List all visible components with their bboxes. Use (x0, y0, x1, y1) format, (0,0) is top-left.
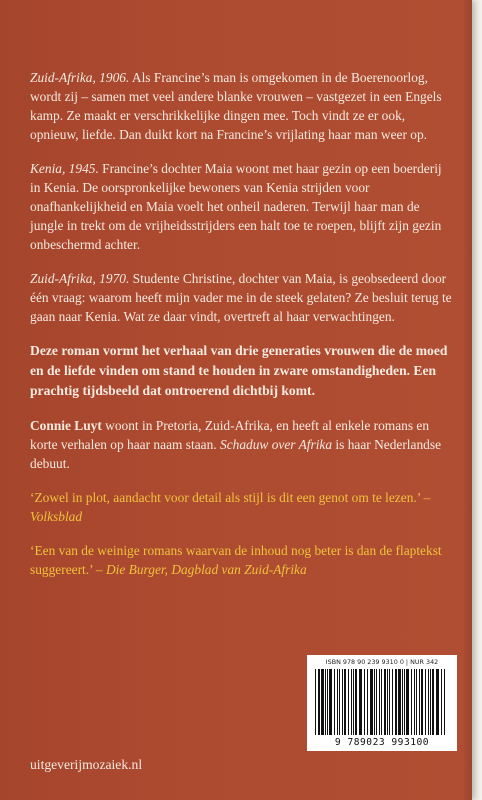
isbn-label: ISBN 978 90 239 9310 0 | NUR 342 (325, 658, 439, 666)
paragraph-body: Studente Christine, dochter van Maia, is geobsedeerd door één vraag: waarom heeft mijn vader me in de steek gelaten? Ze besluit terug te gaan naar Kenia. Wat ze daar vindt, overtreft al haar verwachtingen. (30, 271, 452, 324)
barcode-bar (392, 669, 393, 735)
barcode-bar (436, 669, 439, 735)
barcode-bar (334, 669, 335, 735)
barcode-bar (329, 669, 332, 735)
quote-text: ‘Een van de weinige romans waarvan de inhoud nog beter is dan de flaptekst suggereert.’ – (30, 543, 442, 577)
barcode-bar (355, 669, 357, 735)
barcode-bar (402, 669, 403, 735)
barcode-bar (398, 669, 401, 735)
barcode-bar (321, 669, 324, 735)
blurb-text (30, 68, 454, 594)
barcode-bar (387, 669, 388, 735)
barcode-bar (342, 669, 343, 735)
paragraph-lead: Zuid-Afrika, 1970. (30, 271, 130, 286)
summary-paragraph: Deze roman vormt het verhaal van drie generaties vrouwen die de moed en de liefde vinden om stand te houden in zware omstandigheden. Een prachtig tijdsbeeld dat ontroerend dichtbij komt. (30, 343, 448, 398)
barcode-bar (339, 669, 340, 735)
barcode-digits: 9 789023 993100 (334, 737, 430, 748)
book-title: Schaduw over Afrika (220, 437, 333, 452)
barcode-bar (381, 669, 382, 735)
barcode-bar (444, 669, 445, 735)
barcode-bar (325, 669, 326, 735)
barcode-bar (441, 669, 442, 735)
barcode-bar (374, 669, 375, 735)
barcode-bar (411, 669, 412, 735)
quote-source: Volksblad (30, 509, 83, 524)
barcode-bar (414, 669, 415, 735)
barcode-bar (370, 669, 373, 735)
paragraph-1945 (30, 159, 454, 254)
paragraph-1906 (30, 68, 454, 144)
barcode-bar (425, 669, 426, 735)
barcode-bar (395, 669, 397, 735)
barcode-box (307, 655, 457, 751)
barcode-bar (406, 669, 409, 735)
barcode-bar (364, 669, 365, 735)
barcode-bar (327, 669, 328, 735)
barcode-icon (313, 669, 451, 735)
quote-text: ‘Zowel in plot, aandacht voor detail als stijl is dit een genot om te lezen.’ – (30, 490, 431, 505)
author-name: Connie Luyt (30, 418, 102, 433)
barcode-bar (428, 669, 429, 735)
barcode-bar (315, 669, 316, 735)
author-bio-text-end: is haar Nederlandse debuut. (30, 437, 442, 471)
barcode-bar (318, 669, 320, 735)
paragraph-1970 (30, 269, 454, 326)
author-bio-text: woont in Pretoria, Zuid-Afrika, en heeft al enkele romans en korte verhalen op haar naam staan. (30, 418, 430, 452)
barcode-bar (367, 669, 368, 735)
barcode-bar (344, 669, 346, 735)
review-quote-volksblad (30, 488, 454, 526)
barcode-bar (384, 669, 386, 735)
barcode-bar (351, 669, 352, 735)
publisher-website[interactable]: uitgeverijmozaiek.nl (30, 757, 143, 772)
barcode-bar (419, 669, 420, 735)
barcode-bar (416, 669, 417, 735)
author-bio (30, 416, 454, 473)
review-quote-die-burger (30, 541, 454, 579)
barcode-bar (359, 669, 362, 735)
page-edge-shadow (462, 0, 472, 800)
barcode-bar (404, 669, 405, 735)
paragraph-lead: Zuid-Afrika, 1906. (30, 70, 130, 85)
barcode-bar (421, 669, 423, 735)
paragraph-body: Als Francine’s man is omgekomen in de Boerenoorlog, wordt zij – samen met veel andere blanke vrouwen – vastgezet in een Engels kamp. Ze maakt er verschrikkelijke dingen mee. Toch vindt ze er ook, opnieuw, liefde. Dan duikt kort na Francine’s vrijlating haar man weer op. (30, 70, 442, 142)
barcode-bar (353, 669, 354, 735)
barcode-bar (432, 669, 434, 735)
barcode-bar (389, 669, 390, 735)
barcode-bar (337, 669, 338, 735)
paragraph-lead: Kenia, 1945. (30, 161, 99, 176)
barcode-bar (348, 669, 349, 735)
barcode-bar (430, 669, 431, 735)
paragraph-body: Francine’s dochter Maia woont met haar gezin op een boerderij in Kenia. De oorspronkelijke bewoners van Kenia strijden voor onafhankelijkheid en Maia voelt het onheil naderen. Terwijl haar man de jungle in trekt om de vrijheidsstrijders een halt toe te roepen, blijft zijn gezin onbeschermd achter. (30, 161, 442, 252)
barcode-bar (379, 669, 380, 735)
barcode-bar (376, 669, 377, 735)
quote-source: Die Burger, Dagblad van Zuid-Afrika (105, 562, 307, 577)
